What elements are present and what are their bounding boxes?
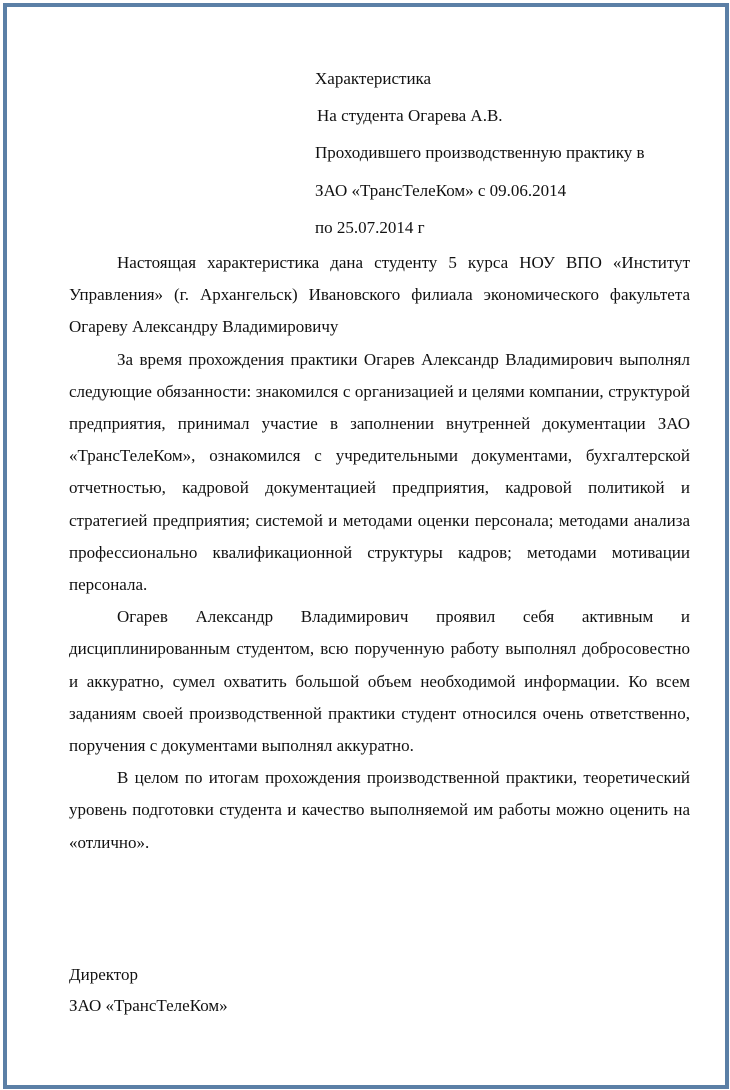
paragraph-duties: За время прохождения практики Огарев Александр Владимирович выполнял следующие обязанности: знакомился с организацией и целями компании, структурой предприятия, принимал участие в заполнении внутренней документации ЗАО «ТрансТелеКом», ознакомился с учредительными документами, бухгалтерской отчетностью, кадровой документацией предприятия, кадровой политикой и стратегией предприятия; системой и методами оценки персонала; методами анализа профессионально квалификационной структуры кадров; методами мотивации персонала. [69,349,690,595]
document-page [7,7,725,1085]
practice-line: Проходившего производственную практику в [315,143,645,162]
end-date-line: по 25.07.2014 г [315,218,425,237]
paragraph-evaluation: Огарев Александр Владимирович проявил себя активным и дисциплинированным студентом, всю порученную работу выполнял добросовестно и аккуратно, сумел охватить большой объем необходимой информации. Ко всем заданиям своей производственной практики студент относился очень ответственно, поручения с документами выполнял аккуратно. [69,607,690,756]
company-date-line: ЗАО «ТрансТелеКом» с 09.06.2014 [315,181,567,200]
paragraph-conclusion: В целом по итогам прохождения производственной практики, теоретический уровень подготовки студента и качество выполняемой им работы можно оценить на «отлично». [69,768,690,852]
signature-position: Директор [69,965,138,984]
page-border [3,3,729,1089]
document-title: Характеристика [315,69,432,88]
document-body [69,247,690,859]
signature-company: ЗАО «ТрансТелеКом» [69,996,228,1015]
student-line: На студента Огарева А.В. [317,106,503,125]
signature-block [69,959,228,1021]
paragraph-intro: Настоящая характеристика дана студенту 5 курса НОУ ВПО «Институт Управления» (г. Архангельск) Ивановского филиала экономического факультета Огареву Александру Владимировичу [69,253,690,337]
